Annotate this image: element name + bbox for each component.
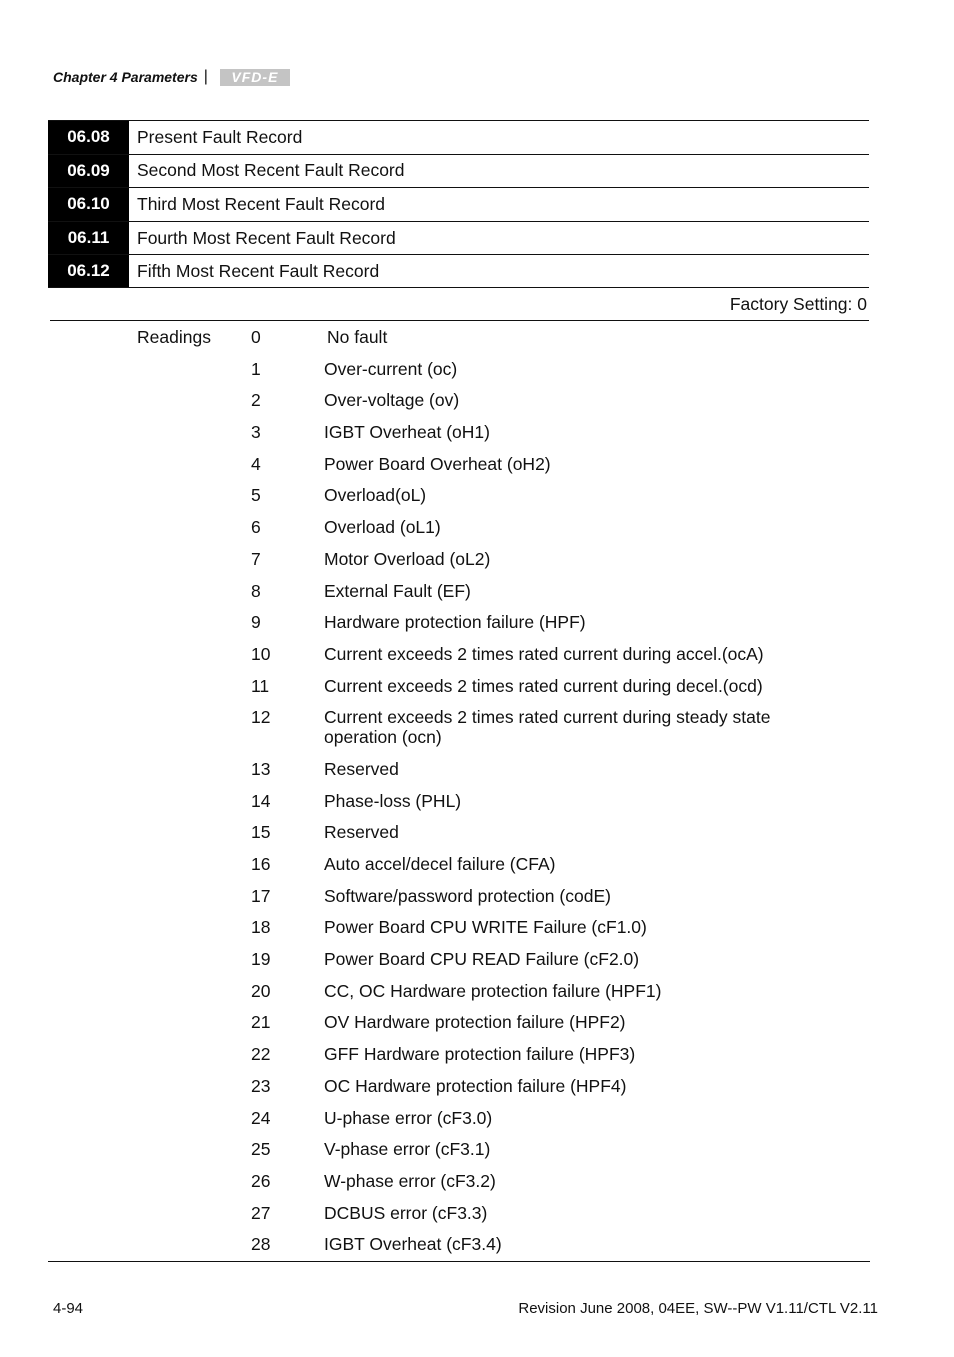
parameter-list xyxy=(48,120,869,288)
parameter-name: Second Most Recent Fault Record xyxy=(137,160,405,181)
parameter-row xyxy=(48,221,869,255)
reading-row xyxy=(251,612,811,632)
reading-description: Software/password protection (codE) xyxy=(324,885,611,906)
reading-code: 12 xyxy=(251,707,271,728)
reading-code: 26 xyxy=(251,1170,271,1191)
reading-description: Current exceeds 2 times rated current during accel.(ocA) xyxy=(324,643,764,664)
reading-description: Power Board CPU READ Failure (cF2.0) xyxy=(324,949,640,970)
reading-code: 23 xyxy=(251,1075,271,1096)
chapter-title: Chapter 4 Parameters xyxy=(53,69,198,85)
reading-code: 2 xyxy=(251,390,261,411)
parameter-code: 06.11 xyxy=(48,222,131,255)
reading-row xyxy=(251,886,811,906)
reading-code: 17 xyxy=(251,885,271,906)
reading-row xyxy=(251,1012,811,1032)
reading-description: Overload(oL) xyxy=(324,485,427,506)
reading-description: Motor Overload (oL2) xyxy=(324,548,491,569)
reading-row xyxy=(251,1108,811,1128)
reading-row xyxy=(251,581,811,601)
parameter-code: 06.09 xyxy=(48,155,131,188)
reading-row xyxy=(251,1076,811,1096)
reading-row xyxy=(251,981,811,1001)
parameter-row xyxy=(48,187,869,221)
reading-description: U-phase error (cF3.0) xyxy=(324,1107,493,1128)
reading-description: CC, OC Hardware protection failure (HPF1) xyxy=(324,980,662,1001)
parameter-code: 06.10 xyxy=(48,188,131,221)
reading-code: 9 xyxy=(251,612,261,633)
reading-code: 22 xyxy=(251,1044,271,1065)
reading-code: 20 xyxy=(251,980,271,1001)
parameter-name: Third Most Recent Fault Record xyxy=(137,193,386,214)
reading-code: 0 xyxy=(251,327,261,347)
reading-description: Overload (oL1) xyxy=(324,517,441,538)
reading-row xyxy=(251,517,811,537)
reading-code: 24 xyxy=(251,1107,271,1128)
reading-row xyxy=(251,1139,811,1159)
parameter-row xyxy=(48,154,869,188)
reading-code: 21 xyxy=(251,1012,271,1033)
reading-description: IGBT Overheat (oH1) xyxy=(324,422,490,443)
reading-code: 18 xyxy=(251,917,271,938)
reading-row xyxy=(251,759,811,779)
reading-description: Current exceeds 2 times rated current during decel.(ocd) xyxy=(324,675,763,696)
parameter-name: Fifth Most Recent Fault Record xyxy=(137,260,380,281)
reading-row xyxy=(251,791,811,811)
reading-code: 14 xyxy=(251,790,271,811)
reading-row xyxy=(251,422,811,442)
reading-description: Over-current (oc) xyxy=(324,358,458,379)
reading-row xyxy=(251,949,811,969)
vfd-e-logo: VFD-E xyxy=(220,69,290,86)
reading-code: 11 xyxy=(251,675,270,696)
revision-info: Revision June 2008, 04EE, SW--PW V1.11/CTL V2.11 xyxy=(518,1300,878,1317)
reading-row xyxy=(251,1171,811,1191)
reading-description: Power Board CPU WRITE Failure (cF1.0) xyxy=(324,917,647,938)
reading-code: 7 xyxy=(251,548,261,569)
reading-description: Power Board Overheat (oH2) xyxy=(324,453,551,474)
reading-description: Reserved xyxy=(324,758,399,779)
reading-description: External Fault (EF) xyxy=(324,580,471,601)
reading-description: IGBT Overheat (cF3.4) xyxy=(324,1234,502,1255)
reading-description: Auto accel/decel failure (CFA) xyxy=(324,854,556,874)
reading-description: OC Hardware protection failure (HPF4) xyxy=(324,1075,627,1096)
parameter-code: 06.12 xyxy=(48,255,131,287)
reading-description: No fault xyxy=(327,327,388,347)
reading-code: 10 xyxy=(251,643,271,664)
reading-row xyxy=(251,327,811,347)
reading-description: Reserved xyxy=(324,822,399,843)
reading-description: Phase-loss (PHL) xyxy=(324,790,462,811)
reading-row xyxy=(251,676,811,696)
bottom-divider xyxy=(48,1261,870,1262)
reading-code: 4 xyxy=(251,453,261,474)
reading-code: 5 xyxy=(251,485,261,506)
reading-code: 25 xyxy=(251,1139,271,1160)
reading-code: 27 xyxy=(251,1202,271,1223)
parameter-name: Present Fault Record xyxy=(137,126,303,147)
reading-description: W-phase error (cF3.2) xyxy=(324,1170,496,1191)
reading-code: 28 xyxy=(251,1234,271,1255)
reading-code: 6 xyxy=(251,517,261,538)
reading-row xyxy=(251,1203,811,1223)
parameter-name: Fourth Most Recent Fault Record xyxy=(137,227,396,248)
reading-description: GFF Hardware protection failure (HPF3) xyxy=(324,1044,636,1065)
reading-code: 3 xyxy=(251,422,261,443)
factory-setting: Factory Setting: 0 xyxy=(729,294,867,314)
reading-description: DCBUS error (cF3.3) xyxy=(324,1202,488,1223)
reading-row xyxy=(251,454,811,474)
reading-code: 15 xyxy=(251,822,271,843)
reading-row xyxy=(251,549,811,569)
reading-description: Current exceeds 2 times rated current during steady state operation (ocn) xyxy=(324,707,771,748)
reading-description: V-phase error (cF3.1) xyxy=(324,1139,491,1160)
reading-row xyxy=(251,1044,811,1064)
reading-row xyxy=(251,854,811,874)
readings-label: Readings xyxy=(137,327,211,347)
reading-row xyxy=(251,1234,811,1254)
reading-code: 19 xyxy=(251,949,271,970)
reading-row xyxy=(251,917,811,937)
reading-row xyxy=(251,707,811,747)
reading-code: 1 xyxy=(251,358,261,379)
reading-description: Hardware protection failure (HPF) xyxy=(324,612,586,633)
parameter-code: 06.08 xyxy=(48,121,131,154)
readings-list xyxy=(251,327,811,1266)
parameter-row xyxy=(48,120,869,154)
reading-row xyxy=(251,359,811,379)
page-number: 4-94 xyxy=(53,1300,84,1317)
header-separator: | xyxy=(203,68,208,85)
reading-code: 13 xyxy=(251,758,271,779)
reading-code: 16 xyxy=(251,854,271,874)
reading-code: 8 xyxy=(251,580,261,601)
reading-row xyxy=(251,822,811,842)
parameter-row xyxy=(48,254,869,288)
reading-row xyxy=(251,485,811,505)
section-divider xyxy=(50,320,869,321)
page-header xyxy=(53,66,290,88)
reading-row xyxy=(251,644,811,664)
reading-row xyxy=(251,390,811,410)
reading-description: OV Hardware protection failure (HPF2) xyxy=(324,1012,626,1033)
reading-description: Over-voltage (ov) xyxy=(324,390,460,411)
